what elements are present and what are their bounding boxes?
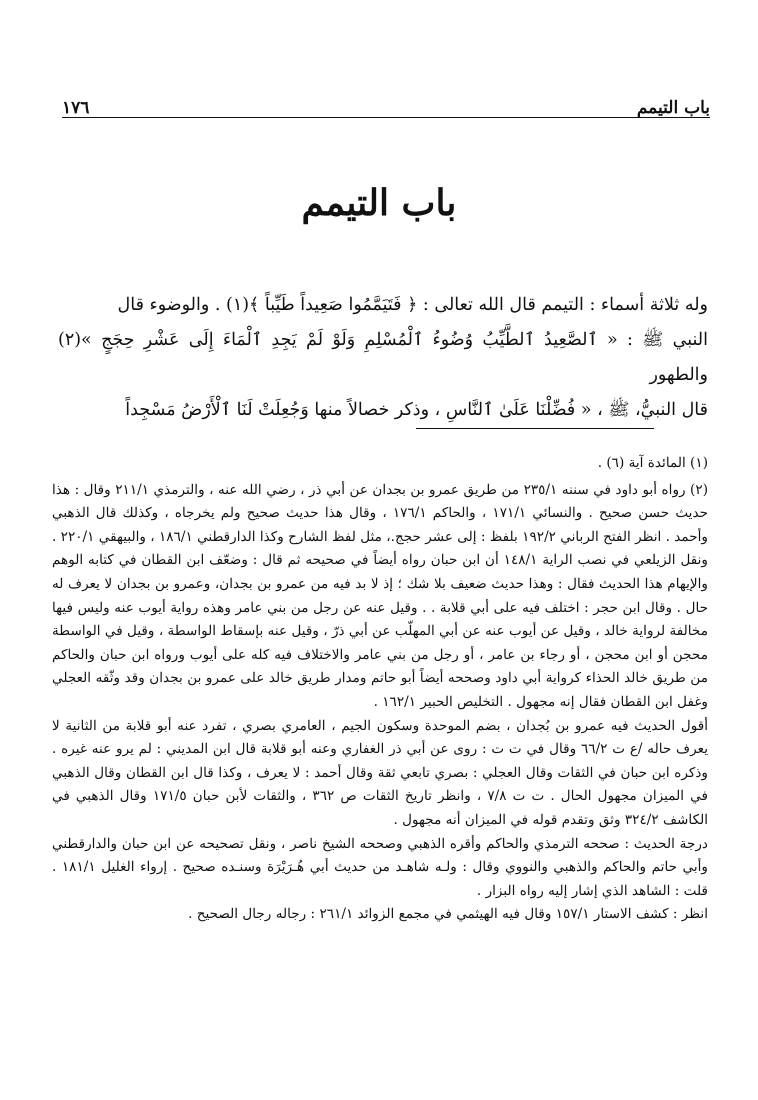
footnote-paragraph: (٢) رواه أبو داود في سننه ٢٣٥/١ من طريق عمرو بن بجدان عن أبي ذر ، رضي الله عنه ، والترمذي ٢١١/١ وقال : هذا حديث حسن صحيح . والنسائي ١٧١/١ ، والحاكم ١٧٦/١ ، وقال هذا حديث صحيح ولم يخرجاه ، وكذلك قال الذهبي وأحمد . انظر الفتح الرباني ١٩٢/٢ بلفظ : إلى عشر حجج.، مثل لفظ الشارح وكذا الدارقطني ١٨٦/١ ، والبيهقي ٢٢٠/١ . ونقل الزيلعي في نصب الراية ١٤٨/١ أن ابن حبان رواه أيضاً في صحيحه ثم قال : وضعّف ابن القطان في كتابه الوهم والإيهام هذا الحديث فقال : وهذا حديث ضعيف بلا شك ؛ إذ لا بد فيه من عمرو بن بجدان، وعمرو بن بجدان لا يعرف له حال . وقال ابن حجر : اختلف فيه على أبي قلابة . . وقيل عنه عن رجل من بني عامر وهذه رواية أيوب عنه وليس فيها مخالفة لرواية خالد ، وقيل عن أيوب عنه عن أبي المهلّب عن أبي ذرّ ، وقيل عنه بإسقاط الواسطة ، وقيل في الواسطة محجن أو ابن محجن ، أو رجاء بن عامر ، أو رجل من بني عامر والاختلاف فيه كله على أيوب ورواه ابن حبان والحاكم من طريق خالد الحذاء كرواية أبي داود وصححه أيضاً أبو حاتم ومدار طريق خالد على عمرو بن بجدان وقد وثّقه العجلي وغفل ابن القطان فقال إنه مجهول . التخليص الحبير ١٦٢/١ . (52, 481, 708, 710)
main-text (58, 288, 708, 428)
footnote-paragraph: انظر : كشف الاستار ١٥٧/١ وقال فيه الهيثمي في مجمع الزوائد ٢٦١/١ : رجاله رجال الصحيح . (188, 906, 708, 923)
running-header (62, 88, 710, 118)
main-text-line: وله ثلاثة أسماء : التيمم قال الله تعالى : ﴿ فَتَيَمَّمُوا صَعِيداً طَيِّباً ﴾(١) . والوضوء قال (117, 295, 708, 315)
main-text-line: النبي ﷺ : « ٱلصَّعِيدُ ٱلطَّيِّبُ وُضُوءُ ٱلْمُسْلِمِ وَلَوْ لَمْ يَجِدِ ٱلْمَاءَ إِلَى عَشْرِ حِجَجٍ »(٢) والطهور (58, 330, 708, 385)
footnotes (52, 452, 708, 930)
main-text-line: قال النبيُّ، ﷺ ، « فُضِّلْنَا عَلَىٰ ٱلنَّاسِ ، وذكر خصالاً منها وَجُعِلَتْ لَنَا ٱلْأَرْضُ مَسْجِداً (125, 400, 708, 420)
footnote-1: (١) المائدة آية (٦) . (597, 455, 708, 471)
chapter-header: باب التيمم (636, 98, 710, 118)
page-number: ١٧٦ (62, 98, 90, 118)
footnote-paragraph: أقول الحديث فيه عمرو بن بُجدان ، بضم الموحدة وسكون الجيم ، العامري بصري ، تفرد عنه أبو قلابة من الثانية لا يعرف حاله /ع ت ٦٦/٢ وقال في ت ت : روى عن أبي ذر الغفاري وعنه أبو قلابة قال ابن المديني : لم يرو عنه غيره . وذكره ابن حبان في الثقات وقال العجلي : بصري تابعي ثقة وقال أحمد : لا يعرف ، وكذا قال ابن القطان وقال الذهبي في الميزان مجهول الحال . ت ت ٧/٨ ، وانظر تاريخ الثقات ص ٣٦٢ ، والثقات لأبن حبان ١٧١/٥ وقال الذهبي في الكاشف ٣٢٤/٢ وثق وتقدم قوله في الميزان أنه مجهول . (52, 717, 708, 828)
header-rule (62, 117, 710, 118)
footnote-separator (416, 428, 654, 429)
chapter-title: باب التيمم (301, 182, 457, 224)
footnote-2 (52, 479, 708, 927)
footnote-paragraph: درجة الحديث : صححه الترمذي والحاكم وأقره الذهبي وصححه الشيخ ناصر ، ونقل تصحيحه عن ابن حبان والدارقطني وأبي حاتم والحاكم والذهبي والنووي وقال : ولـه شاهـد من حديث أبي هُـرَيْرَة وسنـده صحيح . إرواء الغليل ١٨١/١ . قلت : الشاهد الذي إشار إليه رواه البزار . (52, 835, 708, 899)
